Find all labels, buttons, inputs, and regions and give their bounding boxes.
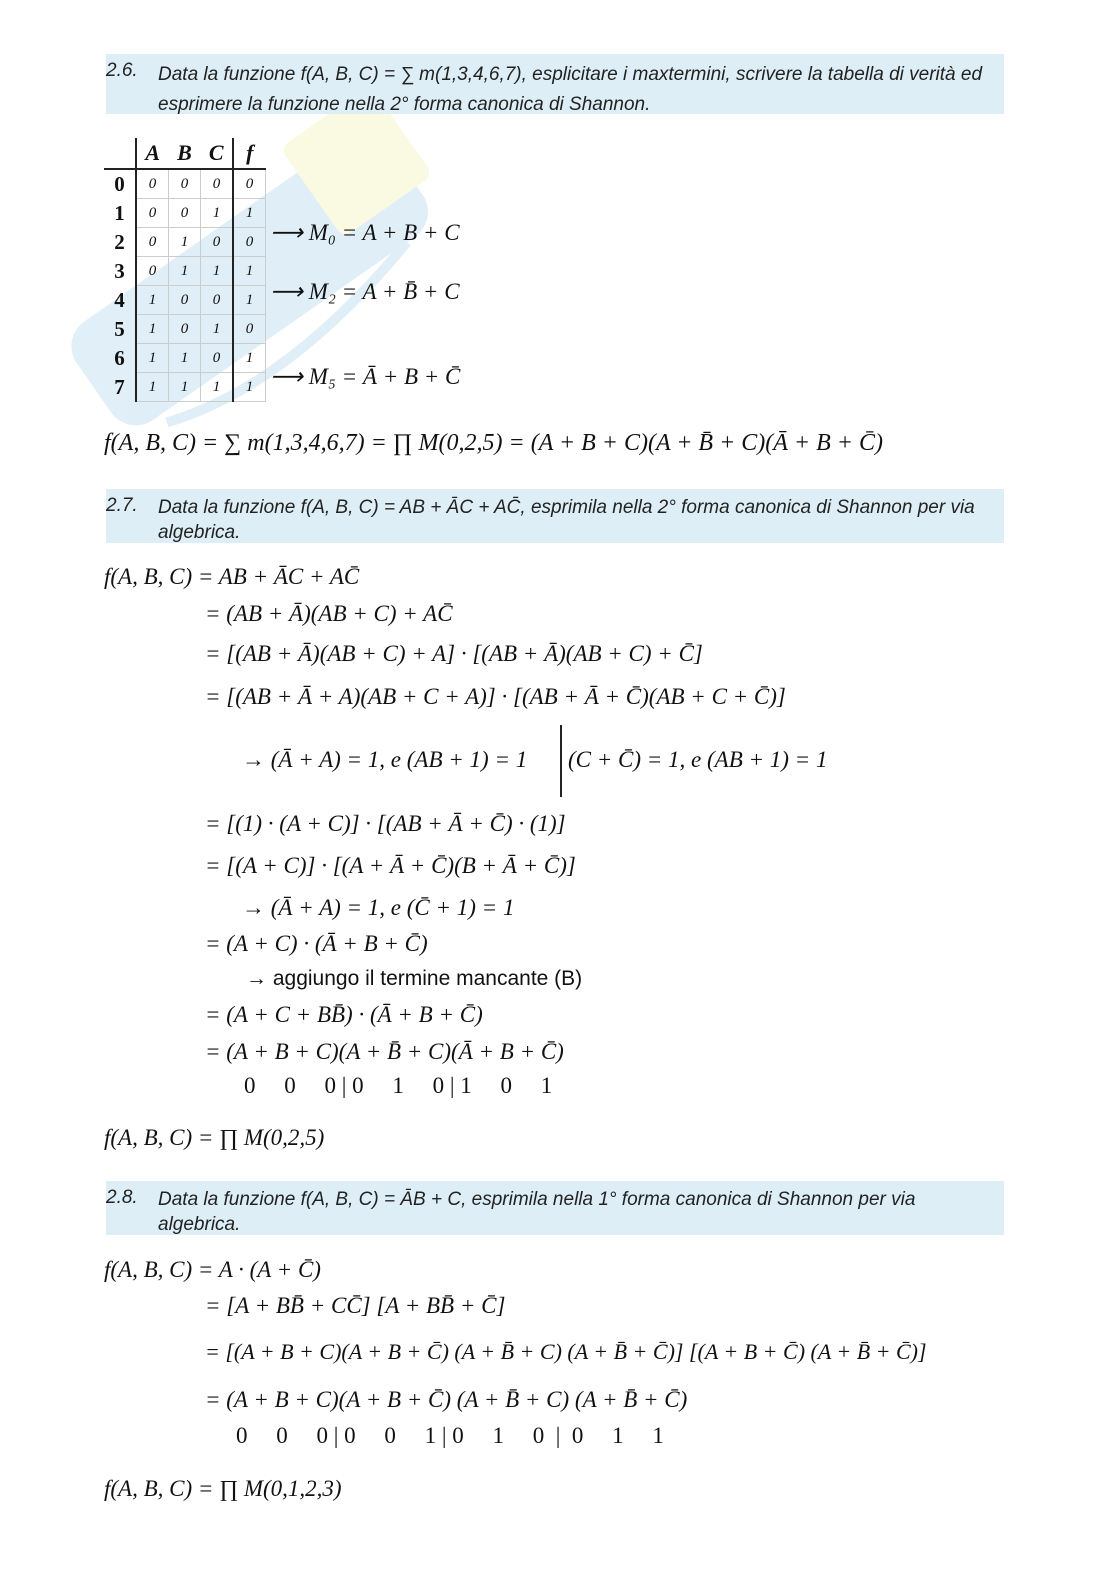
exercise-2-6-header [106, 54, 1004, 114]
result-equation: f(A, B, C) = ∏ M(0,2,5) [104, 1125, 325, 1150]
table-row: 0 0 0 0 0 [104, 169, 266, 199]
equation-line: = [(1) · (A + C)] · [(AB + Ā + C̄) · (1)] [205, 811, 566, 836]
equation-line: = (A + B + C)(A + B̄ + C)(Ā + B + C̄) [205, 1039, 564, 1064]
watermark-logo [20, 80, 540, 460]
bit-pattern: 0 0 0 | 0 0 1 | 0 1 0 | 0 1 1 [236, 1423, 664, 1448]
equation-line: = (AB + Ā)(AB + C) + AC̄ [205, 601, 453, 626]
equation-note: → (Ā + A) = 1, e (AB + 1) = 1 [242, 747, 528, 772]
divider [560, 725, 562, 797]
equation-line: f(A, B, C) = A · (A + C̄) [104, 1257, 321, 1282]
exercise-text: Data la funzione f(A, B, C) = ĀB + C, esprimila nella 1° forma canonica di Shannon per via algebrica. [158, 1189, 916, 1235]
equation-line: = (A + C) · (Ā + B + C̄) [205, 931, 428, 956]
header-a: A [136, 138, 169, 169]
equation-line: = [(A + C)] · [(A + Ā + C̄)(B + Ā + C̄)] [205, 853, 576, 878]
exercise-text: Data la funzione f(A, B, C) = AB + ĀC + AC̄, esprimila nella 2° forma canonica di Shannon per via algebrica. [158, 497, 975, 543]
table-row: 3 0 1 1 1 [104, 257, 266, 286]
equation-line: = [(AB + Ā + A)(AB + C + A)] · [(AB + Ā + C̄)(AB + C + C̄)] [205, 684, 786, 709]
maxterm-m5: ⟶ M₅ = Ā + B + C̄ [270, 364, 461, 389]
equation-line: = [(AB + Ā)(AB + C) + A] · [(AB + Ā)(AB + C) + C̄] [205, 641, 703, 666]
exercise-number: 2.7. [106, 495, 138, 516]
result-equation: f(A, B, C) = ∏ M(0,1,2,3) [104, 1476, 342, 1501]
header-f: f [233, 138, 266, 169]
result-equation: f(A, B, C) = ∑ m(1,3,4,6,7) = ∏ M(0,2,5) = (A + B + C)(A + B̄ + C)(Ā + B + C̄) [104, 430, 883, 456]
equation-note: → aggiungo il termine mancante (B) [246, 967, 583, 990]
equation-line: f(A, B, C) = AB + ĀC + AC̄ [104, 564, 360, 589]
exercise-text: Data la funzione f(A, B, C) = ∑ m(1,3,4,6,7), esplicitare i maxtermini, scrivere la tabella di verità ed esprimere la funzione nella 2° forma canonica di Shannon. [158, 64, 983, 115]
exercise-number: 2.6. [106, 60, 138, 81]
table-row: 2 0 1 0 0 [104, 228, 266, 257]
truth-table [104, 138, 266, 402]
header-c: C [201, 138, 234, 169]
table-row: 5 1 0 1 0 [104, 315, 266, 344]
exercise-2-8-header [106, 1181, 1004, 1235]
equation-line: = [(A + B + C)(A + B + C̄) (A + B̄ + C) (A + B̄ + C̄)] [(A + B + C̄) (A + B̄ + C̄)] [205, 1339, 927, 1364]
bit-pattern: 0 0 0 | 0 1 0 | 1 0 1 [244, 1073, 553, 1098]
equation-note: → (Ā + A) = 1, e (C̄ + 1) = 1 [242, 895, 515, 920]
equation-line: = (A + C + BB̄) · (Ā + B + C̄) [205, 1002, 483, 1027]
table-row: 1 0 0 1 1 [104, 199, 266, 228]
maxterm-m2: ⟶ M₂ = A + B̄ + C [270, 279, 460, 304]
table-row: 4 1 0 0 1 [104, 286, 266, 315]
maxterm-m0: ⟶ M₀ = A + B + C [270, 220, 460, 245]
table-row: 6 1 1 0 1 [104, 344, 266, 373]
table-row: 7 1 1 1 1 [104, 373, 266, 402]
exercise-2-7-header [106, 489, 1004, 543]
equation-note: (C + C̄) = 1, e (AB + 1) = 1 [568, 747, 828, 772]
header-b: B [169, 138, 201, 169]
exercise-number: 2.8. [106, 1187, 138, 1208]
equation-line: = (A + B + C)(A + B + C̄) (A + B̄ + C) (A + B̄ + C̄) [205, 1387, 688, 1412]
equation-line: = [A + BB̄ + CC̄] [A + BB̄ + C̄] [205, 1293, 506, 1318]
